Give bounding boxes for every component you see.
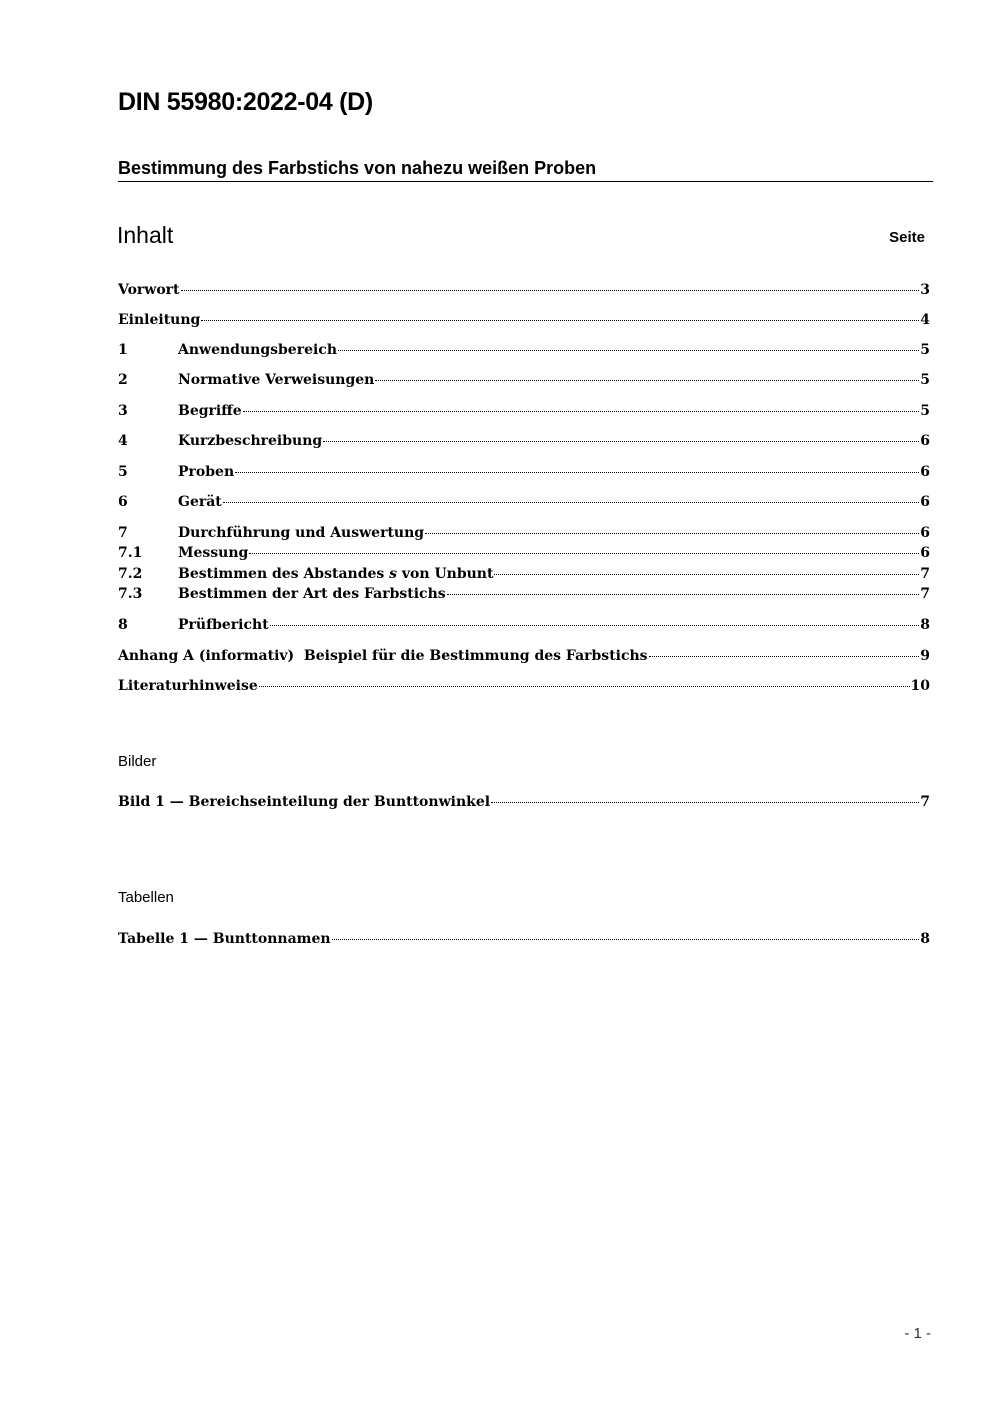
document-title: DIN 55980:2022-04 (D)	[118, 88, 373, 116]
figure-entry-1[interactable]	[118, 792, 930, 812]
toc-entry-page: 8	[920, 617, 930, 633]
toc-entry-section-8[interactable]	[118, 615, 930, 635]
toc-entry-number: 7.3	[118, 586, 143, 602]
toc-entry-section-7-3[interactable]	[118, 584, 930, 604]
toc-entry-page: 7	[920, 566, 930, 582]
toc-leader-dots	[338, 350, 919, 351]
toc-leader-dots	[323, 441, 919, 442]
page-number-footer: - 1 -	[904, 1325, 931, 1342]
toc-entry-section-6[interactable]	[118, 492, 930, 512]
toc-entry-page: 6	[920, 433, 930, 449]
toc-entry-page: 6	[920, 494, 930, 510]
toc-entry-page: 9	[920, 648, 930, 664]
toc-leader-dots	[270, 625, 920, 626]
toc-entry-annex-a[interactable]	[118, 646, 930, 666]
toc-entry-number: 8	[118, 617, 128, 633]
toc-entry-bibliography[interactable]	[118, 676, 930, 696]
toc-entry-text: Normative Verweisungen	[178, 372, 375, 388]
toc-leader-dots	[332, 939, 920, 940]
toc-leader-dots	[243, 411, 920, 412]
toc-entry-number: 1	[118, 342, 128, 358]
toc-entry-section-2[interactable]	[118, 370, 930, 390]
toc-entry-section-7-2[interactable]	[118, 564, 930, 584]
toc-entry-section-4[interactable]	[118, 431, 930, 451]
toc-entry-text: Gerät	[178, 494, 222, 510]
toc-entry-number: 5	[118, 464, 128, 480]
table-entry-page: 8	[920, 931, 930, 947]
toc-entry-number: 7.1	[118, 545, 143, 561]
toc-entry-number: 4	[118, 433, 128, 449]
toc-entry-page: 5	[920, 403, 930, 419]
toc-heading: Inhalt	[117, 222, 174, 248]
toc-leader-dots	[235, 472, 919, 473]
toc-entry-text: Prüfbericht	[178, 617, 269, 633]
toc-leader-dots	[181, 290, 920, 291]
toc-entry-text: Kurzbeschreibung	[178, 433, 323, 449]
toc-entry-section-7[interactable]	[118, 523, 930, 543]
toc-entry-text: Anwendungsbereich	[178, 342, 337, 358]
page-column-label: Seite	[889, 229, 925, 246]
figure-entry-page: 7	[920, 794, 930, 810]
toc-leader-dots	[375, 380, 919, 381]
toc-entry-number: 6	[118, 494, 128, 510]
toc-leader-dots	[649, 656, 920, 657]
toc-entry-text: Vorwort	[118, 282, 180, 298]
toc-leader-dots	[425, 533, 919, 534]
toc-entry-section-5[interactable]	[118, 462, 930, 482]
toc-entry-page: 3	[920, 282, 930, 298]
toc-entry-section-3[interactable]	[118, 401, 930, 421]
toc-entry-page: 6	[920, 525, 930, 541]
toc-leader-dots	[491, 802, 919, 803]
toc-entry-number: 7	[118, 525, 128, 541]
document-subtitle: Bestimmung des Farbstichs von nahezu weißen Proben	[118, 158, 933, 182]
toc-leader-dots	[201, 320, 919, 321]
table-entry-1[interactable]	[118, 929, 930, 949]
toc-entry-text: Einleitung	[118, 312, 201, 328]
toc-entry-text: Begriffe	[178, 403, 242, 419]
toc-leader-dots	[223, 502, 919, 503]
toc-entry-page: 7	[920, 586, 930, 602]
toc-entry-text	[178, 564, 493, 584]
toc-entry-vorwort[interactable]	[118, 280, 930, 300]
toc-entry-number: 7.2	[118, 566, 143, 582]
toc-entry-page: 4	[920, 312, 930, 328]
toc-entry-text: Durchführung und Auswertung	[178, 525, 425, 541]
toc-entry-number: 3	[118, 403, 128, 419]
toc-entry-text: Bestimmen der Art des Farbstichs	[178, 586, 446, 602]
tables-heading: Tabellen	[118, 889, 174, 906]
toc-entry-text: Literaturhinweise	[118, 678, 258, 694]
toc-entry-text-part: Bestimmen des Abstandes	[178, 566, 390, 582]
toc-entry-page: 6	[920, 464, 930, 480]
toc-leader-dots	[494, 574, 919, 575]
toc-entry-text: Anhang A (informativ) Beispiel für die Bestimmung des Farbstichs	[118, 648, 648, 664]
toc-entry-number: 2	[118, 372, 128, 388]
toc-entry-text-part: von Unbunt	[397, 566, 494, 582]
toc-entry-einleitung[interactable]	[118, 310, 930, 330]
toc-entry-text: Messung	[178, 545, 249, 561]
toc-entry-page: 10	[910, 678, 930, 694]
table-entry-text: Tabelle 1 — Bunttonnamen	[118, 931, 331, 947]
toc-leader-dots	[249, 553, 919, 554]
toc-leader-dots	[447, 594, 920, 595]
figure-entry-text: Bild 1 — Bereichseinteilung der Bunttonwinkel	[118, 794, 491, 810]
toc-entry-section-1[interactable]	[118, 340, 930, 360]
toc-entry-text: Proben	[178, 464, 235, 480]
toc-leader-dots	[259, 686, 910, 687]
toc-entry-section-7-1[interactable]	[118, 543, 930, 563]
toc-entry-page: 6	[920, 545, 930, 561]
toc-entry-page: 5	[920, 342, 930, 358]
toc-entry-page: 5	[920, 372, 930, 388]
figures-heading: Bilder	[118, 753, 157, 770]
toc-entry-text-italic: s	[389, 566, 398, 582]
